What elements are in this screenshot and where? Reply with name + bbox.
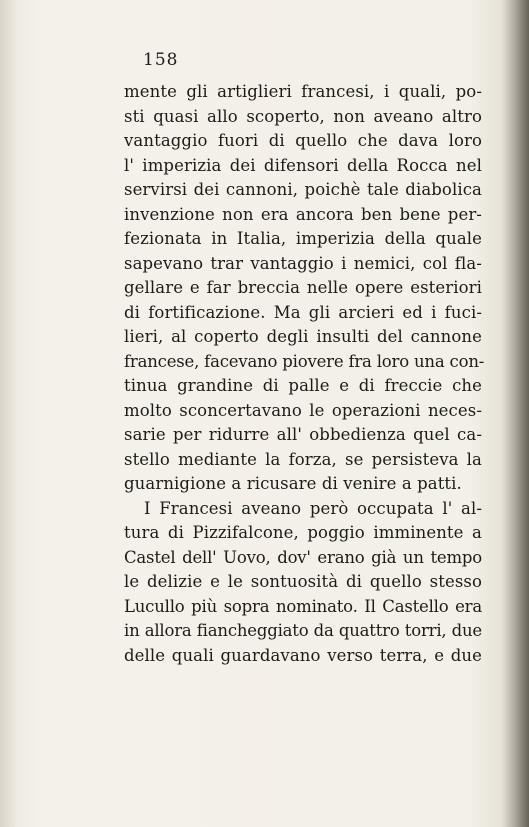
text-line: mente gli artiglieri francesi, i quali, po-: [124, 82, 482, 101]
text-line: francese, facevano piovere fra loro una con-: [124, 351, 485, 371]
text-line: servirsi dei cannoni, poichè tale diabolica: [124, 180, 482, 199]
text-line: fezionata in Italia, imperizia della quale: [124, 229, 482, 248]
page-spine-shadow: [501, 0, 529, 827]
text-line: sti quasi allo scoperto, non aveano altro: [124, 106, 482, 126]
text-line: delle quali guardavano verso terra, e due: [124, 645, 482, 665]
page-number: 158: [143, 50, 179, 70]
body-text: [124, 80, 485, 668]
text-line: lieri, al coperto degli insulti del cannone: [124, 327, 482, 346]
text-line: in allora fiancheggiato da quattro torri, due: [124, 621, 482, 640]
text-line: molto sconcertavano le operazioni neces-: [124, 400, 482, 420]
text-line-paragraph-start: I Francesi aveano però occupata l' al-: [144, 498, 482, 518]
text-line: tinua grandine di palle e di freccie che: [124, 376, 482, 395]
text-line: sarie per ridurre all' obbedienza quel ca-: [124, 425, 482, 444]
text-line: di fortificazione. Ma gli arcieri ed i fuci-: [124, 302, 482, 322]
text-line: gellare e far breccia nelle opere esteriori: [124, 278, 482, 297]
text-line: le delizie e le sontuosità di quello stesso: [124, 572, 482, 591]
text-line: stello mediante la forza, se persisteva la: [124, 449, 482, 469]
text-line: guarnigione a ricusare di venire a patti.: [124, 474, 462, 493]
text-line: Castel dell' Uovo, dov' erano già un tempo: [124, 547, 482, 567]
text-line: vantaggio fuori di quello che dava loro: [124, 131, 482, 150]
text-line: Lucullo più sopra nominato. Il Castello era: [124, 596, 482, 616]
text-line: sapevano trar vantaggio i nemici, col fla-: [124, 253, 482, 273]
text-line: tura di Pizzifalcone, poggio imminente a: [124, 523, 482, 542]
text-line: l' imperizia dei difensori della Rocca nel: [124, 155, 482, 175]
text-line: invenzione non era ancora ben bene per-: [124, 204, 482, 224]
